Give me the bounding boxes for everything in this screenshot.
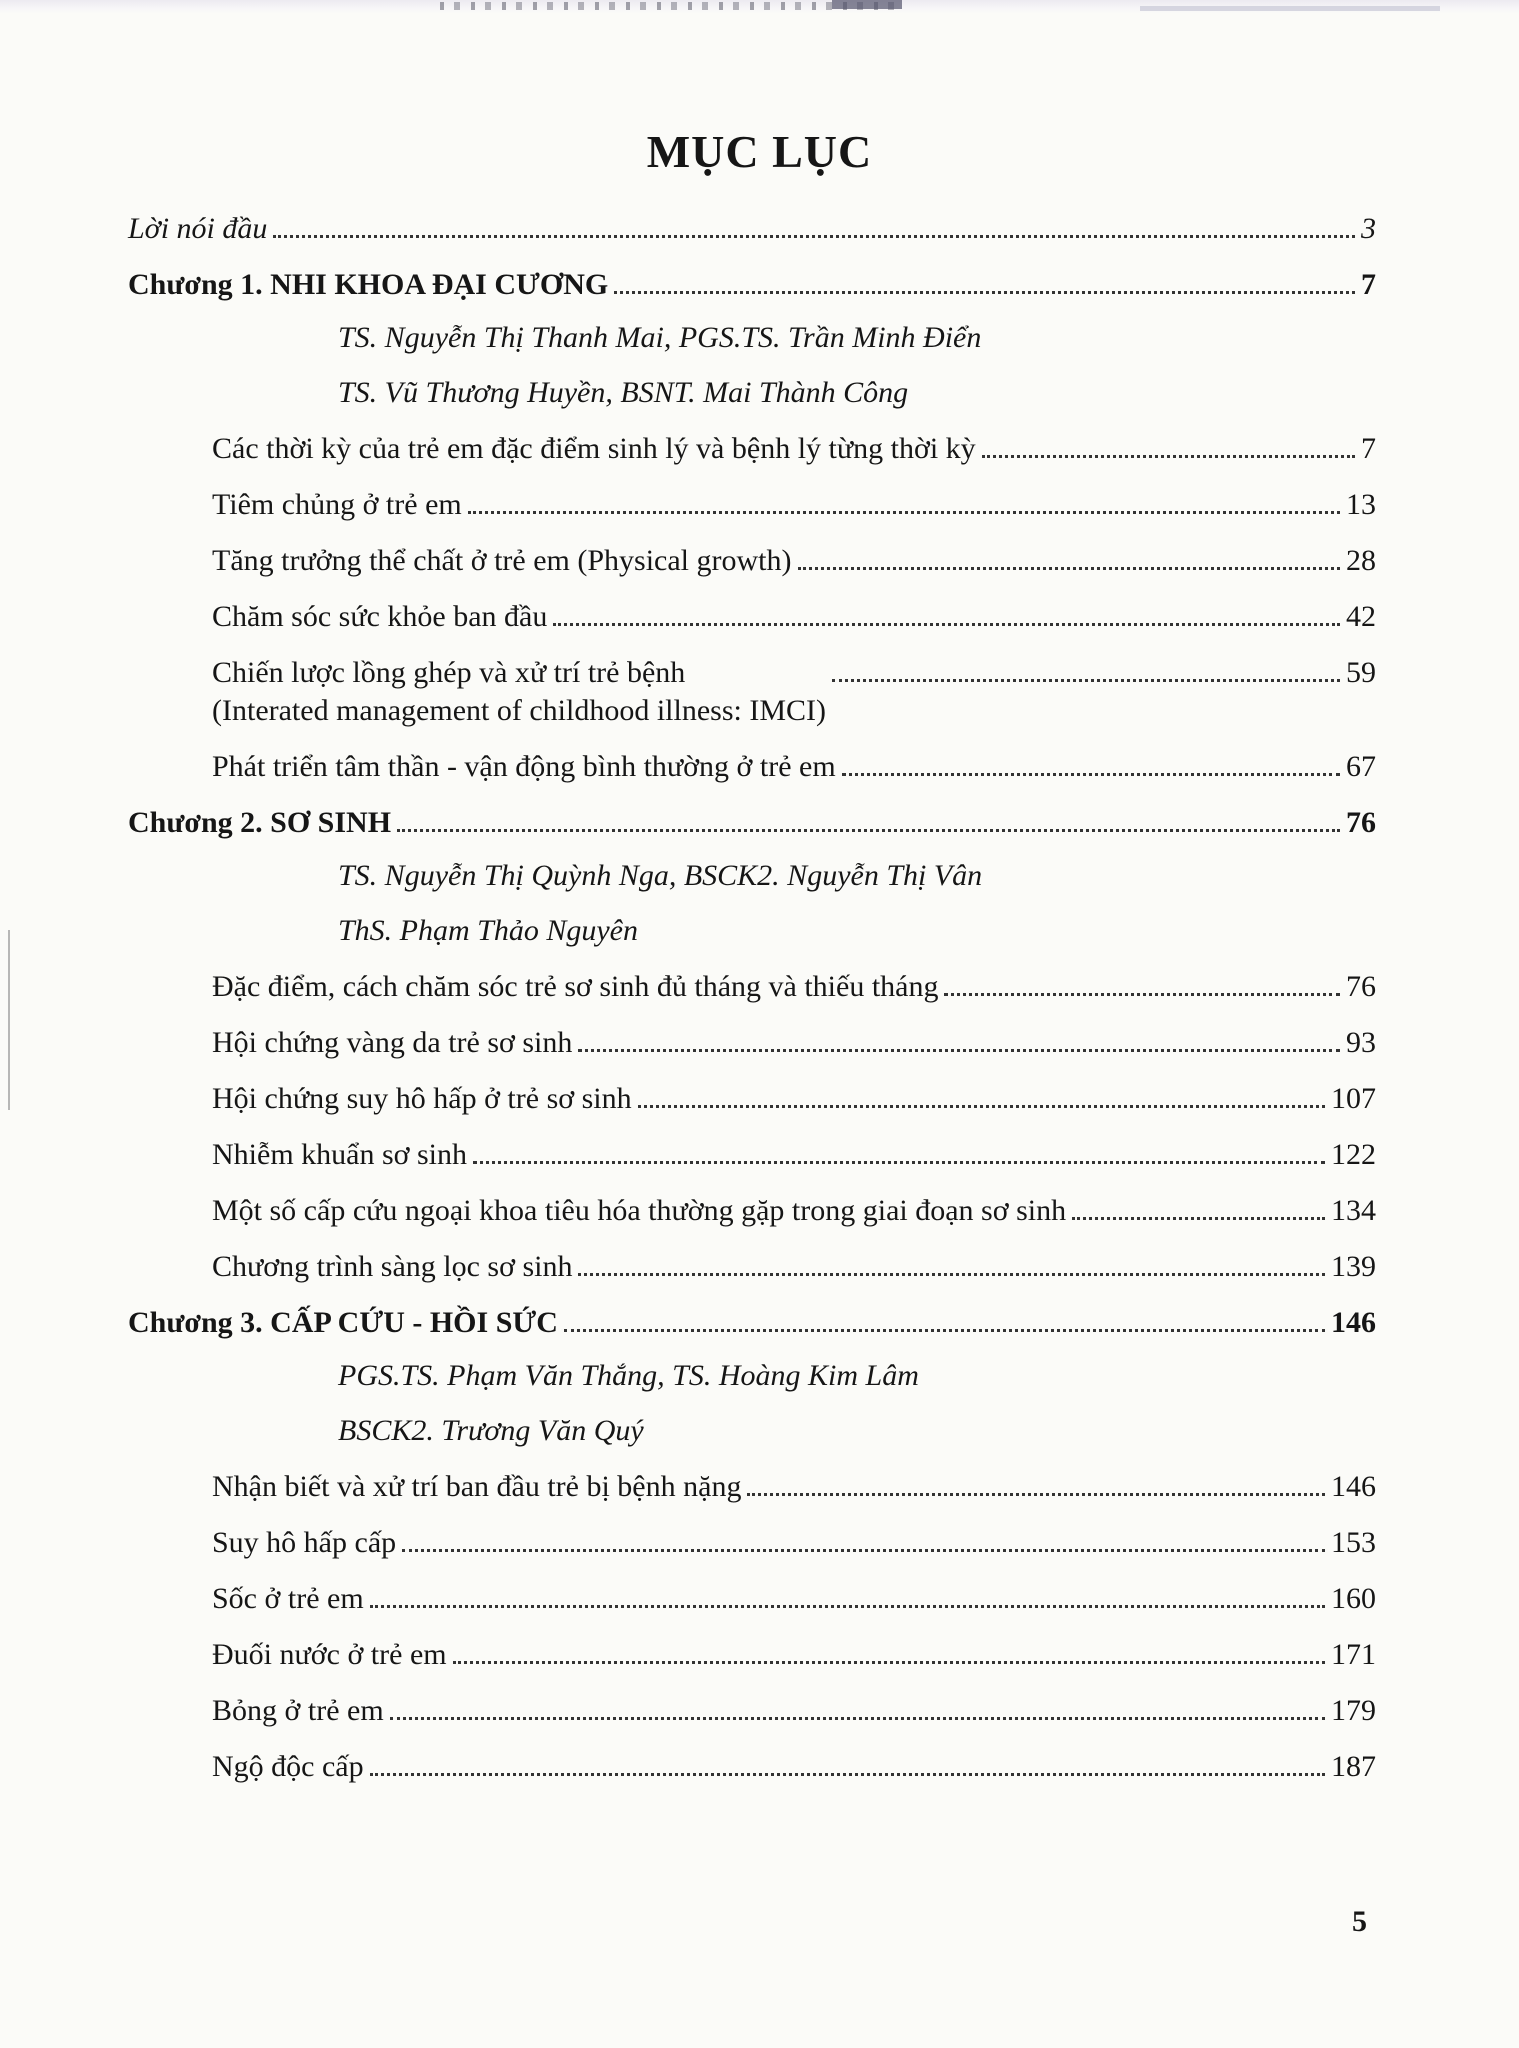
- toc-item-page: 153: [1331, 1526, 1376, 1559]
- toc-item-label: Nhiễm khuẩn sơ sinh: [212, 1138, 468, 1171]
- toc-item[interactable]: [128, 1692, 1376, 1730]
- toc-item-page: 134: [1331, 1194, 1376, 1227]
- scan-artifact-marks: [440, 2, 900, 10]
- toc-chapter-label: Chương 2. SƠ SINH: [128, 806, 392, 839]
- toc-item-label: Phát triển tâm thần - vận động bình thường ở trẻ em: [212, 750, 836, 783]
- toc-item-label: Một số cấp cứu ngoại khoa tiêu hóa thường gặp trong giai đoạn sơ sinh: [212, 1194, 1067, 1227]
- toc-chapter-page: 7: [1361, 268, 1376, 301]
- toc-item-page: 179: [1331, 1694, 1376, 1727]
- toc-chapter-1[interactable]: [128, 266, 1376, 304]
- toc-item-page: 13: [1346, 488, 1376, 521]
- toc-item-label: Chăm sóc sức khỏe ban đầu: [212, 600, 548, 633]
- toc-item[interactable]: [128, 1080, 1376, 1118]
- toc-item[interactable]: [128, 486, 1376, 524]
- toc-item-label: Sốc ở trẻ em: [212, 1582, 364, 1615]
- toc-chapter-3[interactable]: [128, 1304, 1376, 1342]
- toc-item-label: Các thời kỳ của trẻ em đặc điểm sinh lý và bệnh lý từng thời kỳ: [212, 432, 976, 465]
- chapter-authors: [128, 1348, 1376, 1458]
- scan-edge-mark: [8, 930, 10, 1110]
- dot-leader: [473, 1161, 1325, 1164]
- toc-entry-preface[interactable]: [128, 210, 1376, 248]
- chapter-authors: [128, 848, 1376, 958]
- dot-leader: [842, 773, 1340, 776]
- author-line: ThS. Phạm Thảo Nguyên: [338, 914, 638, 947]
- toc-item-page: 146: [1331, 1470, 1376, 1503]
- toc-item-label: Ngộ độc cấp: [212, 1750, 364, 1783]
- toc-entry-label: Lời nói đầu: [128, 212, 268, 245]
- toc-item-label: Hội chứng vàng da trẻ sơ sinh: [212, 1026, 573, 1059]
- author-line: BSCK2. Trương Văn Quý: [338, 1414, 644, 1447]
- toc-item[interactable]: [128, 748, 1376, 786]
- toc-item[interactable]: [128, 542, 1376, 580]
- scan-artifact-block: [832, 0, 902, 9]
- toc-item[interactable]: [128, 654, 1376, 730]
- dot-leader: [638, 1105, 1325, 1108]
- toc-item[interactable]: [128, 1468, 1376, 1506]
- chapter-authors: [128, 310, 1376, 420]
- dot-leader: [944, 993, 1340, 996]
- author-line: TS. Nguyễn Thị Thanh Mai, PGS.TS. Trần Minh Điển: [338, 321, 982, 354]
- toc-item-label: Đặc điểm, cách chăm sóc trẻ sơ sinh đủ tháng và thiếu tháng: [212, 970, 939, 1003]
- author-line: TS. Vũ Thương Huyền, BSNT. Mai Thành Công: [338, 376, 909, 409]
- toc-item-page: 28: [1346, 544, 1376, 577]
- toc-item-page: 42: [1346, 600, 1376, 633]
- page-title: MỤC LỤC: [646, 126, 873, 177]
- toc-item-page: 67: [1346, 750, 1376, 783]
- dot-leader: [402, 1549, 1325, 1552]
- toc-item-page: 7: [1361, 432, 1376, 465]
- toc-item[interactable]: [128, 1580, 1376, 1618]
- toc-item-label: Đuối nước ở trẻ em: [212, 1638, 447, 1671]
- dot-leader: [273, 235, 1355, 238]
- dot-leader: [578, 1049, 1340, 1052]
- toc-item[interactable]: [128, 1192, 1376, 1230]
- toc-chapter-label: Chương 1. NHI KHOA ĐẠI CƯƠNG: [128, 268, 609, 301]
- dot-leader: [798, 567, 1341, 570]
- toc-item[interactable]: [128, 1248, 1376, 1286]
- toc-item[interactable]: [128, 430, 1376, 468]
- dot-leader: [468, 511, 1340, 514]
- toc-chapter-page: 146: [1331, 1306, 1376, 1339]
- toc-item-page: 59: [1346, 656, 1376, 689]
- toc-item-page: 107: [1331, 1082, 1376, 1115]
- toc-item-page: 160: [1331, 1582, 1376, 1615]
- dot-leader: [453, 1661, 1325, 1664]
- toc-item-label: Tiêm chủng ở trẻ em: [212, 488, 462, 521]
- dot-leader: [370, 1773, 1325, 1776]
- toc-item-page: 139: [1331, 1250, 1376, 1283]
- dot-leader: [553, 623, 1340, 626]
- dot-leader: [982, 455, 1355, 458]
- dot-leader: [370, 1605, 1325, 1608]
- author-line: PGS.TS. Phạm Văn Thắng, TS. Hoàng Kim Lâm: [338, 1359, 919, 1392]
- toc-item[interactable]: [128, 1024, 1376, 1062]
- toc-chapter-label: Chương 3. CẤP CỨU - HỒI SỨC: [128, 1306, 558, 1339]
- toc-item[interactable]: [128, 1636, 1376, 1674]
- dot-leader: [578, 1273, 1325, 1276]
- scan-artifact-right: [1140, 6, 1440, 11]
- toc-item[interactable]: [128, 1748, 1376, 1786]
- toc-item-page: 187: [1331, 1750, 1376, 1783]
- toc-item-page: 93: [1346, 1026, 1376, 1059]
- toc-item-page: 171: [1331, 1638, 1376, 1671]
- toc-item-page: 76: [1346, 970, 1376, 1003]
- dot-leader: [832, 679, 1340, 682]
- toc-item-label: Suy hô hấp cấp: [212, 1526, 397, 1559]
- toc-item[interactable]: [128, 598, 1376, 636]
- page-number: 5: [1352, 1905, 1367, 1938]
- dot-leader: [397, 829, 1340, 832]
- toc-item-label: Bỏng ở trẻ em: [212, 1694, 384, 1727]
- author-line: TS. Nguyễn Thị Quỳnh Nga, BSCK2. Nguyễn Thị Vân: [338, 859, 983, 892]
- toc-chapter-page: 76: [1346, 806, 1376, 839]
- toc-entry-page: 3: [1361, 212, 1376, 245]
- toc-item-label: Chiến lược lồng ghép và xử trí trẻ bệnh (Interated management of childhood illness: IMCI): [212, 656, 826, 727]
- toc-item-label: Chương trình sàng lọc sơ sinh: [212, 1250, 573, 1283]
- dot-leader: [747, 1493, 1325, 1496]
- dot-leader: [564, 1329, 1325, 1332]
- toc-item-label: Tăng trưởng thể chất ở trẻ em (Physical growth): [212, 544, 792, 577]
- table-of-contents: [128, 210, 1376, 1804]
- toc-item-page: 122: [1331, 1138, 1376, 1171]
- toc-item[interactable]: [128, 1136, 1376, 1174]
- toc-item-label: Nhận biết và xử trí ban đầu trẻ bị bệnh nặng: [212, 1470, 742, 1503]
- dot-leader: [1072, 1217, 1325, 1220]
- dot-leader: [614, 291, 1355, 294]
- toc-item-label: Hội chứng suy hô hấp ở trẻ sơ sinh: [212, 1082, 632, 1115]
- dot-leader: [390, 1717, 1325, 1720]
- toc-item[interactable]: [128, 968, 1376, 1006]
- toc-chapter-2[interactable]: [128, 804, 1376, 842]
- toc-item[interactable]: [128, 1524, 1376, 1562]
